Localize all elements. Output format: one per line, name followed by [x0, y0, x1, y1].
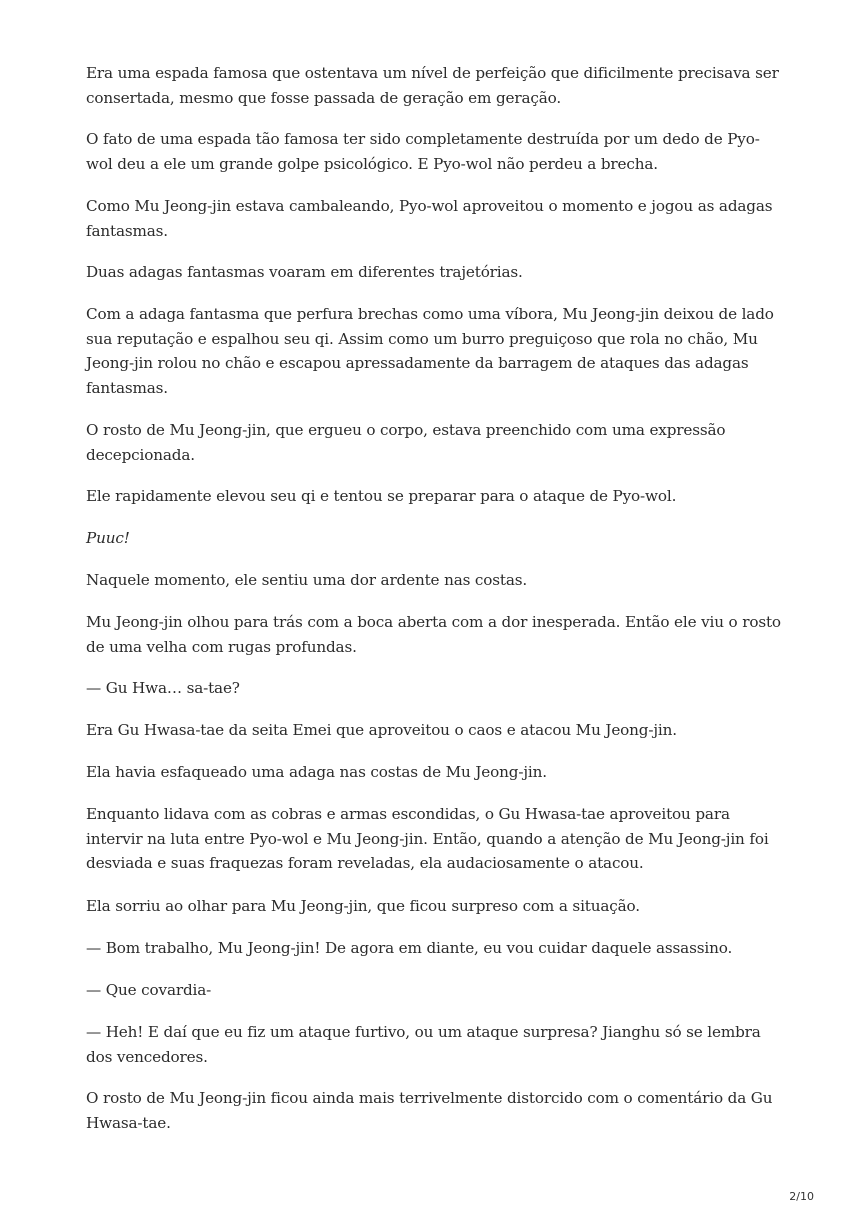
sound-effect: Puuc!	[86, 529, 130, 547]
dialogue-line: — Heh! E daí que eu fiz um ataque furtivo, ou um ataque surpresa? Jianghu só se lembra dos vencedores.	[86, 1023, 761, 1066]
paragraph: Ele rapidamente elevou seu qi e tentou se preparar para o ataque de Pyo-wol.	[86, 487, 677, 505]
paragraph: O rosto de Mu Jeong-jin ficou ainda mais terrivelmente distorcido com o comentário da Gu Hwasa-tae.	[86, 1089, 773, 1132]
paragraph: Com a adaga fantasma que perfura brechas como uma víbora, Mu Jeong-jin deixou de lado sua reputação e espalhou seu qi. Assim como um burro preguiçoso que rola no chão, Mu Jeong-jin rolou no chão e escapou apressadamente da barragem de ataques das adagas fantasmas.	[86, 305, 774, 397]
dialogue-line: — Gu Hwa… sa-tae?	[86, 679, 240, 697]
paragraph: Mu Jeong-jin olhou para trás com a boca aberta com a dor inesperada. Então ele viu o rosto de uma velha com rugas profundas.	[86, 613, 781, 656]
paragraph: Como Mu Jeong-jin estava cambaleando, Pyo-wol aproveitou o momento e jogou as adagas fantasmas.	[86, 197, 773, 240]
dialogue-line: — Bom trabalho, Mu Jeong-jin! De agora em diante, eu vou cuidar daquele assassino.	[86, 939, 733, 957]
paragraph: Duas adagas fantasmas voaram em diferentes trajetórias.	[86, 263, 523, 281]
paragraph: O fato de uma espada tão famosa ter sido completamente destruída por um dedo de Pyo-wol deu a ele um grande golpe psicológico. E Pyo-wol não perdeu a brecha.	[86, 130, 760, 173]
paragraph: Era Gu Hwasa-tae da seita Emei que aproveitou o caos e atacou Mu Jeong-jin.	[86, 721, 677, 739]
paragraph: Ela havia esfaqueado uma adaga nas costas de Mu Jeong-jin.	[86, 763, 547, 781]
paragraph: Ela sorriu ao olhar para Mu Jeong-jin, que ficou surpreso com a situação.	[86, 897, 640, 915]
page-number: 2/10	[789, 1190, 814, 1203]
paragraph: O rosto de Mu Jeong-jin, que ergueu o corpo, estava preenchido com uma expressão decepcionada.	[86, 421, 726, 464]
dialogue-line: — Que covardia-	[86, 981, 212, 999]
paragraph: Era uma espada famosa que ostentava um nível de perfeição que dificilmente precisava ser consertada, mesmo que fosse passada de geração em geração.	[86, 64, 779, 107]
paragraph: Enquanto lidava com as cobras e armas escondidas, o Gu Hwasa-tae aproveitou para intervir na luta entre Pyo-wol e Mu Jeong-jin. Então, quando a atenção de Mu Jeong-jin foi desviada e suas fraquezas foram reveladas, ela audaciosamente o atacou.	[86, 805, 769, 872]
paragraph: Naquele momento, ele sentiu uma dor ardente nas costas.	[86, 571, 528, 589]
